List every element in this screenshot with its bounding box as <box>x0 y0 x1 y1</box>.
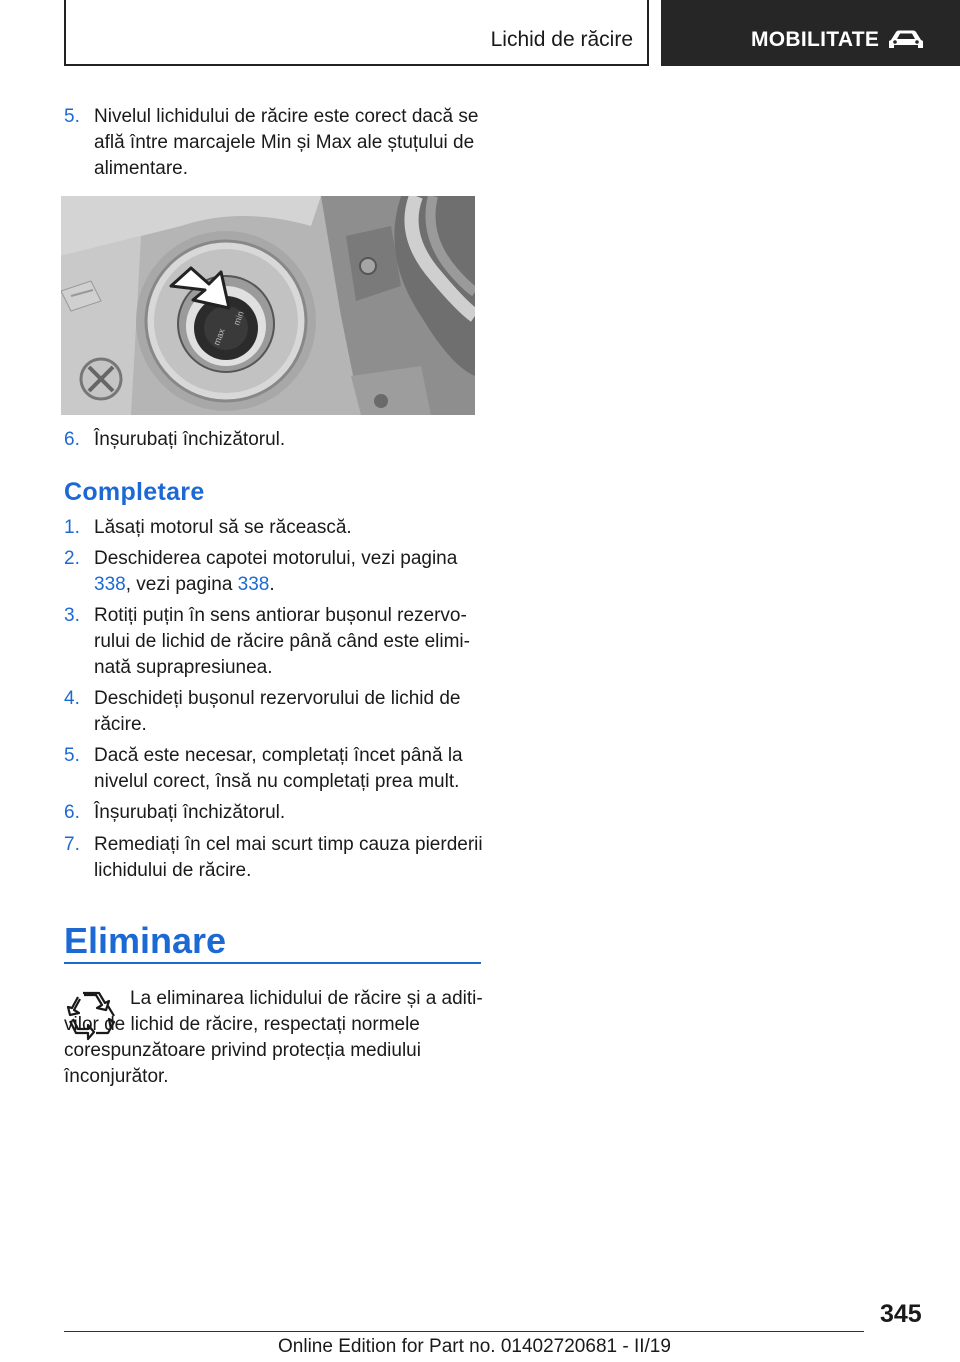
step-number: 6. <box>64 802 80 823</box>
section-heading-completare: Completare <box>64 478 205 506</box>
header-section-title: Lichid de răcire <box>490 28 633 51</box>
car-icon <box>887 29 925 51</box>
photo-max-label: max <box>211 327 227 347</box>
list-item <box>64 603 484 681</box>
step-text-part: , vezi pagina <box>125 574 238 595</box>
step-text-part: . <box>269 574 275 595</box>
step-number: 5. <box>64 106 80 127</box>
header-section-box <box>64 0 649 66</box>
list-item <box>64 427 484 453</box>
step-text <box>94 546 484 598</box>
step-text: Lăsați motorul să se răcească. <box>94 517 352 538</box>
step-text: Înșurubați închizătorul. <box>94 802 286 823</box>
step-text: Remediați în cel mai scurt timp cauza pierderii lichidului de răcire. <box>94 834 483 881</box>
step-number: 6. <box>64 429 80 450</box>
step-number: 1. <box>64 517 80 538</box>
eliminare-paragraph: La eliminarea lichidului de răcire și a aditivilor de lichid de răcire, respectați normele corespunzătoare privind protecția mediului înconjurător. <box>64 988 483 1087</box>
list-item <box>64 546 484 598</box>
section-heading-eliminare: Eliminare <box>64 920 227 961</box>
step-number: 4. <box>64 688 80 709</box>
step-text: Deschideți bușonul rezervorului de lichid de răcire. <box>94 688 461 735</box>
step-text: Rotiți puțin în sens antiorar bușonul rezervorului de lichid de răcire până când este eliminată suprapresiunea. <box>94 605 470 678</box>
step-number: 7. <box>64 834 80 855</box>
footer-divider <box>64 1331 864 1332</box>
list-item <box>64 800 484 826</box>
header-chapter-box <box>661 0 960 66</box>
step-number: 3. <box>64 605 80 626</box>
list-item <box>64 515 484 541</box>
step-number: 5. <box>64 745 80 766</box>
photo-min-label: min <box>231 309 246 327</box>
step-text-part: Deschiderea capotei motorului, vezi pagina <box>94 548 458 569</box>
step-text: Înșurubați închizătorul. <box>94 429 286 450</box>
header-chapter-title: MOBILITATE <box>751 28 880 51</box>
section-divider <box>64 962 481 964</box>
page-link[interactable]: 338 <box>94 574 126 595</box>
list-item <box>64 686 484 738</box>
page-number: 345 <box>880 1300 922 1328</box>
step-text: Nivelul lichidului de răcire este corect dacă se află între marcajele Min și Max ale ștuțului de alimentare. <box>94 106 479 179</box>
page-link[interactable]: 338 <box>237 574 270 595</box>
footer-edition: Online Edition for Part no. 01402720681 - II/19 <box>278 1336 671 1357</box>
step-text: Dacă este necesar, completați încet până la nivelul corect, însă nu completați prea mult. <box>94 745 463 792</box>
list-item <box>64 104 484 182</box>
step-number: 2. <box>64 548 80 569</box>
list-item <box>64 743 484 795</box>
coolant-reservoir-photo <box>61 196 475 415</box>
list-item <box>64 832 484 884</box>
